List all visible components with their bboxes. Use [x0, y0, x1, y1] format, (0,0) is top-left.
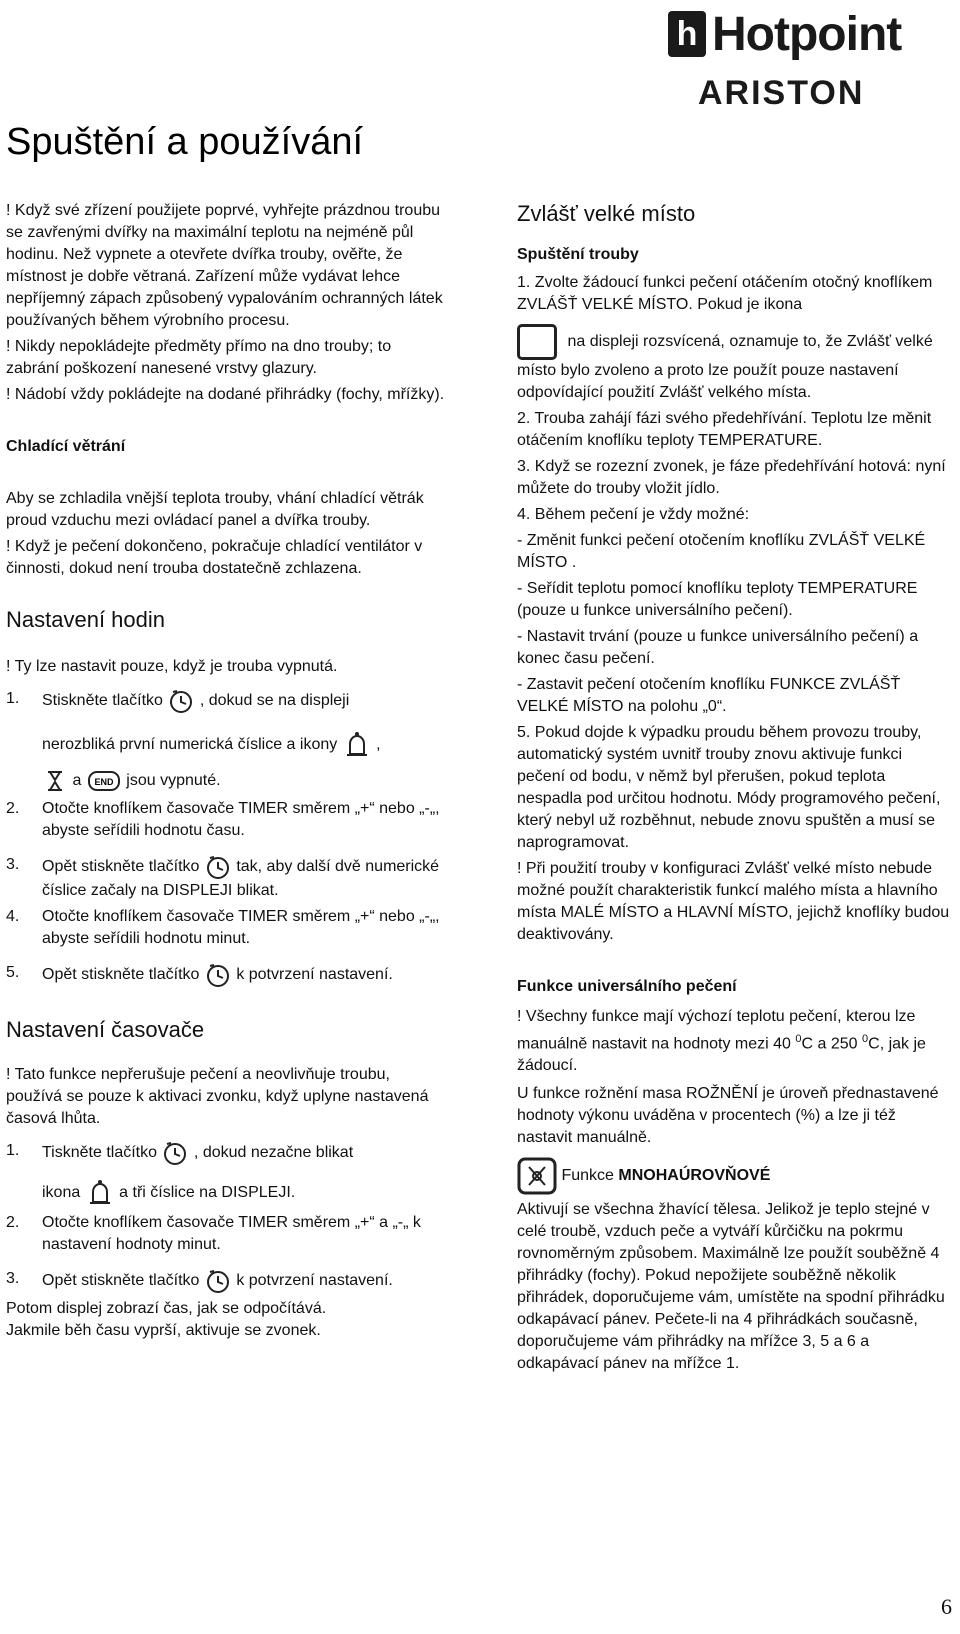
timer-step-3: 3. Opět stiskněte tlačítko k potvrzení nastavení. [6, 1268, 446, 1294]
left-column [6, 200, 446, 1342]
multilevel-fan-icon [517, 1157, 557, 1195]
clock-heading: Nastavení hodin [6, 607, 165, 632]
timer-note: ! Tato funkce nepřerušuje pečení a neovlivňuje troubu, používá se pouze k aktivaci zvonku, když uplyne nastavená časová lhůta. [6, 1066, 429, 1127]
right-note: ! Při použití trouby v konfiguraci Zvlášť velké místo nebude možné použít charakteristik funkcí malého místa a hlavního místa MALÉ MÍSTO a HLAVNÍ MÍSTO, jejichž knoflíky budou deaktivovány. [517, 860, 950, 943]
right-dash-2: - Seřídit teplotu pomocí knoflíku teploty TEMPERATURE (pouze u funkce universálního pečení). [517, 580, 918, 619]
clock-icon [204, 854, 232, 880]
right-heading: Zvlášť velké místo [517, 201, 696, 226]
timer-end-2: Jakmile běh času vyprší, aktivuje se zvonek. [6, 1322, 321, 1339]
clock-step-3: 3. Opět stiskněte tlačítko tak, aby další dvě numerické číslice začaly na DISPLEJI blikat. [6, 856, 440, 899]
bell-icon [85, 1176, 115, 1210]
clock-step-4: 4. Otočte knoflíkem časovače TIMER směrem „+“ nebo „-„, abyste seřídili hodnotu minut. [6, 908, 440, 947]
clock-note: ! Ty lze nastavit pouze, když je trouba vypnutá. [6, 658, 338, 675]
intro-note-3: ! Nádobí vždy pokládejte na dodané přihrádky (fochy, mřížky). [6, 386, 445, 403]
duration-icon [42, 769, 68, 793]
brand-sub: ARISTON [698, 74, 865, 112]
clock-step-1: 1. Stiskněte tlačítko , dokud se na displeji nerozbliká první numerická číslice a ikony , a END jsou vypnuté. [6, 688, 446, 794]
universal-heading: Funkce universálního pečení [517, 978, 737, 995]
clock-icon [161, 1140, 189, 1166]
clock-icon [204, 962, 232, 988]
univ-p2: U funkce rožnění masa ROŽNĚNÍ je úroveň přednastavené hodnoty výkonu uváděna v procentech (%) a lze ji též nastavit manuálně. [517, 1085, 939, 1147]
right-step-1a: 1. Zvolte žádoucí funkci pečení otáčením otočný knoflíkem ZVLÁŠŤ VELKÉ MÍSTO. Pokud je ikona [517, 274, 933, 313]
right-dash-3: - Nastavit trvání (pouze u funkce universálního pečení) a konec času pečení. [517, 628, 919, 667]
end-icon [86, 768, 122, 794]
univ-p3: Aktivují se všechna žhavící tělesa. Jelikož je teplo stejné v celé troubě, vzduch peče a vytváří kůrčičku na pokrmu rovnoměrným způsobem. Maximálně lze použít souběžně 4 přihrádky (fochy). Pokud nepožijete souběžně několik přihrádek, doporučujeme vám, umístěte na spodní přihrádku odkapávací pánev. Pečete-li na 4 přihrádkách současně, doporučujeme vám přihrádky na mřížce 3, 5 a 6 a odkapávací pánev na mřížce 1. [517, 1201, 945, 1373]
right-dash-4: - Zastavit pečení otočením knoflíku FUNKCE ZVLÁŠŤ VELKÉ MÍSTO na polohu „0“. [517, 676, 901, 715]
page-number: 6 [941, 1594, 952, 1619]
timer-end-1: Potom displej zobrazí čas, jak se odpočítává. [6, 1300, 327, 1317]
brand-name: Hotpoint [712, 7, 902, 61]
timer-heading: Nastavení časovače [6, 1017, 205, 1042]
timer-step-1: 1. Tiskněte tlačítko , dokud nezačne blikat ikona a tři číslice na DISPLEJI. [6, 1140, 446, 1210]
right-step-2: 2. Trouba zahájí fázi svého předehřívání. Teplotu lze měnit otáčením knoflíku teploty TEMPERATURE. [517, 410, 932, 449]
clock-step-2: 2. Otočte knoflíkem časovače TIMER směrem „+“ nebo „-„, abyste seřídili hodnotu času. [6, 800, 440, 839]
right-step-4: 4. Během pečení je vždy možné: [517, 506, 750, 523]
right-dash-1: - Změnit funkci pečení otočením knoflíku ZVLÁŠŤ VELKÉ MÍSTO . [517, 532, 926, 571]
page-title: Spuštění a používání [6, 121, 364, 164]
bell-icon [342, 728, 372, 762]
intro-note-2: ! Nikdy nepokládejte předměty přímo na dno trouby; to zabrání poškození nanesené vrstvy glazury. [6, 338, 392, 377]
extra-large-space-icon [517, 324, 557, 360]
function-label: Funkce [561, 1167, 614, 1185]
svg-text:END: END [94, 777, 114, 787]
right-step-1b: na displeji rozsvícená, oznamuje to, že Zvlášť velké místo bylo zvoleno a proto lze použít pouze nastavení odpovídající použití Zvlášť velkého místa. [517, 333, 933, 401]
hotpoint-mark-icon: h [668, 11, 706, 57]
function-name: MNOHAÚROVŇOVÉ [618, 1167, 771, 1185]
clock-icon [167, 688, 195, 714]
cooling-p1: Aby se zchladila vnější teplota trouby, vhání chladící větrák proud vzduchu mezi ovládací panel a dvířka trouby. [6, 490, 424, 529]
univ-p1: ! Všechny funkce mají výchozí teplotu pečení, kterou lze manuálně nastavit na hodnoty mezi 40 $^0$C a 250 $^0$C, jak je žádoucí. [517, 1008, 926, 1075]
intro-note-1: ! Když své zřízení použijete poprvé, vyhřejte prázdnou troubu se zavřenými dvířky na maximální teplotu na nejméně půl hodinu. Než vypnete a otevřete dvířka trouby, ověřte, že místnost je dobře větraná. Zařízení může vydávat lehce nepříjemný zápach způsobený vypalováním ochranných látek používaných během výrobního procesu. [6, 202, 443, 329]
brand-logo [668, 2, 958, 118]
right-step-1b-row [517, 324, 953, 404]
start-heading: Spuštění trouby [517, 246, 639, 263]
function-row [517, 1157, 953, 1195]
clock-icon [204, 1268, 232, 1294]
clock-step-5: 5. Opět stiskněte tlačítko k potvrzení nastavení. [6, 962, 446, 988]
right-column [517, 200, 953, 1375]
right-step-5: 5. Pokud dojde k výpadku proudu během provozu trouby, automatický systém uvnitř trouby znovu aktivuje funkci pečení od bodu, v němž byl přerušen, pokud teplota nespadla pod určitou hodnotu. Módy programového pečení, který nebyl už rozběhnut, nebude znovu spuštěn a musí se naprogramovat. [517, 724, 941, 851]
right-step-3: 3. Když se rozezní zvonek, je fáze předehřívání hotová: nyní můžete do trouby vložit jídlo. [517, 458, 946, 497]
timer-step-2: 2. Otočte knoflíkem časovače TIMER směrem „+“ a „-„ k nastavení hodnoty minut. [6, 1214, 421, 1253]
cooling-heading: Chladící větrání [6, 438, 126, 455]
cooling-p2: ! Když je pečení dokončeno, pokračuje chladící ventilátor v činnosti, dokud není trouba dostatečně zchlazena. [6, 538, 423, 577]
